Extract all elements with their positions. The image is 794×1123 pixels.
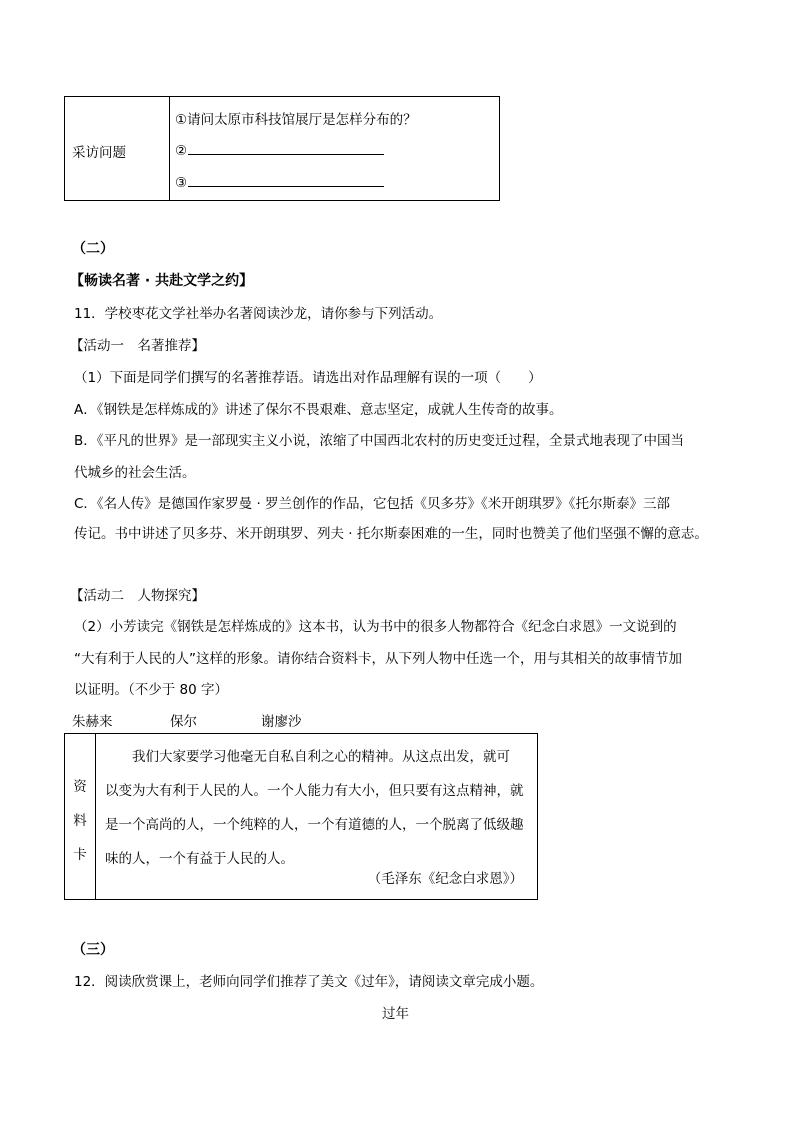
activity-2-prompt-line-1: （2）小芳读完《钢铁是怎样炼成的》这本书，认为书中的很多人物都符合《纪念白求恩》一文说到的	[74, 619, 677, 635]
article-title: 过年	[382, 1006, 409, 1022]
option-a: A．《钢铁是怎样炼成的》讲述了保尔不畏艰难、意志坚定，成就人生传奇的故事。	[74, 402, 563, 418]
answer-blank-3[interactable]	[188, 173, 384, 187]
card-quote-rest: 以变为大有利于人民的人。一个人能力有大小，但只要有这点精神，就是一个高尚的人，一个纯粹的人，一个有道德的人，一个脱离了低级趣味的人，一个有益于人民的人。	[105, 783, 524, 867]
interview-label: 采访问题	[72, 145, 126, 161]
question-12-intro: 12．阅读欣赏课上，老师向同学们推荐了美文《过年》，请阅读文章完成小题。	[74, 974, 544, 990]
activity-2-prompt-line-2: “大有利于人民的人”这样的形象。请你结合资料卡，从下列人物中任选一个，用与其相关的故事情节加	[74, 651, 682, 667]
option-b-line-2: 代城乡的社会生活。	[74, 465, 196, 481]
card-side-char-1: 资	[73, 779, 87, 795]
card-quote	[105, 740, 531, 876]
section-3-heading: （三）	[72, 942, 114, 958]
option-c-line-1: C．《名人传》是德国作家罗曼 · 罗兰创作的作品，它包括《贝多芬》《米开朗琪罗》《托尔斯泰》三部	[74, 496, 671, 512]
activity-1-prompt: （1）下面是同学们撰写的名著推荐语。请选出对作品理解有误的一项（ ）	[74, 370, 542, 386]
activity-2-prompt-line-3: 以证明。（不少于 80 字）	[74, 682, 229, 698]
interview-question-2: ②	[175, 141, 384, 159]
activity-2-title: 【活动二 人物探究】	[70, 588, 205, 604]
card-side-char-3: 卡	[73, 847, 87, 863]
interview-question-3: ③	[175, 173, 384, 191]
character-option-3: 谢廖沙	[261, 714, 302, 730]
table-divider	[169, 97, 170, 200]
option-b-line-1: B．《平凡的世界》是一部现实主义小说，浓缩了中国西北农村的历史变迁过程，全景式地表现了中国当	[74, 433, 685, 449]
interview-table	[64, 96, 500, 201]
resource-card	[64, 733, 538, 900]
card-source: （毛泽东《纪念白求恩》）	[367, 871, 523, 887]
card-quote-line-1: 我们大家要学习他毫无自私自利之心的精神。从这点出发，就可	[132, 749, 510, 765]
option-c-line-2: 传记。书中讲述了贝多芬、米开朗琪罗、列夫 · 托尔斯泰困难的一生，同时也赞美了他们坚强不懈的意志。	[74, 526, 708, 542]
question-11-intro: 11．学校枣花文学社举办名著阅读沙龙，请你参与下列活动。	[74, 306, 443, 322]
character-option-1: 朱赫来	[72, 714, 113, 730]
activity-1-title: 【活动一 名著推荐】	[70, 338, 205, 354]
card-side-label	[71, 770, 89, 872]
interview-question-1: ①请问太原市科技馆展厅是怎样分布的？	[175, 112, 417, 128]
section-2-title: 【畅读名著 · 共赴文学之约】	[70, 273, 254, 289]
section-2-heading: （二）	[72, 241, 114, 257]
answer-blank-2[interactable]	[188, 141, 384, 155]
character-option-2: 保尔	[170, 714, 197, 730]
card-side-char-2: 料	[73, 813, 87, 829]
card-divider	[95, 734, 96, 899]
